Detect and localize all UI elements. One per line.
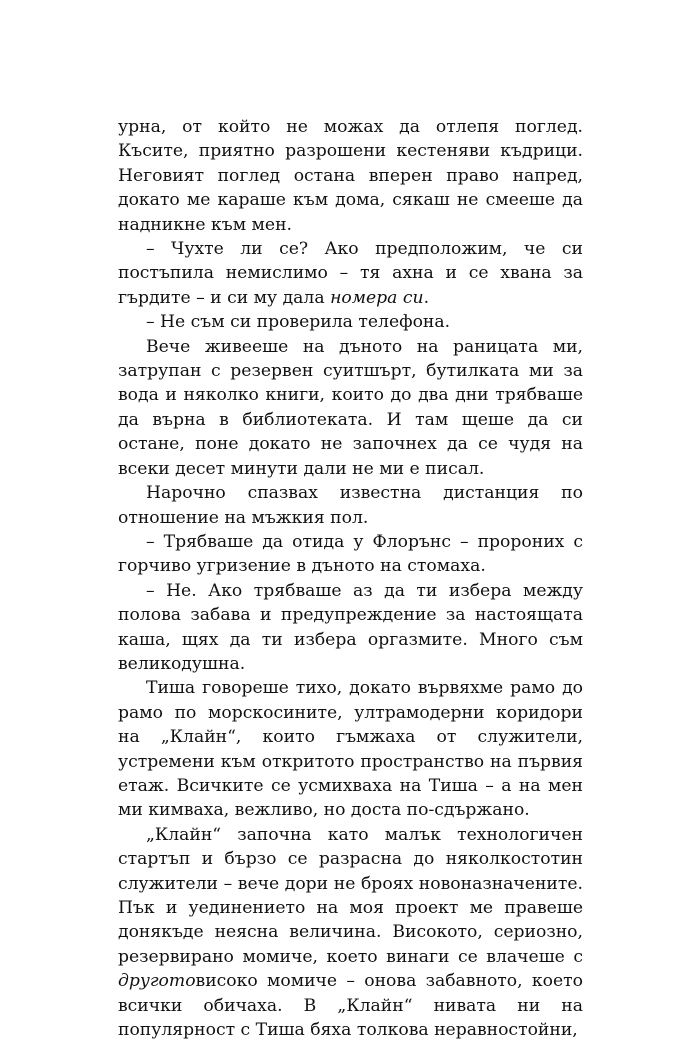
paragraph (118, 676, 583, 822)
text-segment: Нарочно спазвах известна дистанция по отношение на мъжкия пол. (118, 483, 583, 528)
paragraph (118, 823, 583, 1042)
paragraph (118, 579, 583, 677)
text-segment: – Не съм си проверила телефона. (146, 312, 451, 333)
paragraph (118, 115, 583, 237)
text-segment: Тиша говореше тихо, докато вървяхме рамо до рамо по морскосините, ултрамодерни коридори на „Клайн“, които гъмжаха от служители, устремени към откритото пространство на първия етаж. Всичките се усмихваха на Тиша – а на мен ми кимваха, вежливо, но доста по-сдържано. (118, 678, 583, 821)
paragraph (118, 310, 583, 334)
text-segment: – Трябваше да отида у Флорънс – пророних с горчиво угризение в дъното на стомаха. (118, 531, 583, 577)
text-segment: урна, от който не можах да отлепя поглед. Късите, приятно разрошени кестеняви къдрици. Неговият поглед остана вперен право напред, докато ме караше към дома, сякаш не смееше да надникне към мен. (118, 117, 583, 235)
page-text (118, 115, 583, 1042)
paragraph (118, 530, 583, 579)
text-segment: Вече живееше на дъното на раницата ми, затрупан с резервен суитшърт, бутилката ми за вода и няколко книги, които до два дни трябваше да върна в библиотеката. И там щеше да си остане, поне докато не започнех да се чудя на всеки десет минути дали не ми е писал. (118, 336, 583, 479)
italic-text: номера си (330, 287, 424, 308)
text-segment: „Клайн“ започна като малък технологичен стартъп и бързо се разрасна до няколкостотин служители – вече дори не броях новоназначените. Пък и уединението на моя проект ме правеше донякъде неясна величина. Високото, сериозно, резервирано момиче, което винаги се влачеше с (118, 824, 583, 967)
italic-text: другото (118, 971, 196, 992)
text-segment: – Чухте ли се? Ако предположим, че си постъпила немислимо – тя ахна и се хвана за гърдите – и си му дала (118, 239, 583, 308)
text-segment: – Не. Ако трябваше аз да ти избера между полова забава и предупреждение за настоящата каша, щях да ти избера оргазмите. Много съм великодушна. (118, 580, 583, 674)
paragraph (118, 335, 583, 481)
text-segment: високо момиче – онова забавното, което всички обичаха. В „Клайн“ нивата ни на популярност с Тиша бяха толкова неравностойни, (118, 971, 583, 1041)
paragraph (118, 237, 583, 310)
text-segment: . (423, 287, 430, 308)
paragraph (118, 481, 583, 530)
